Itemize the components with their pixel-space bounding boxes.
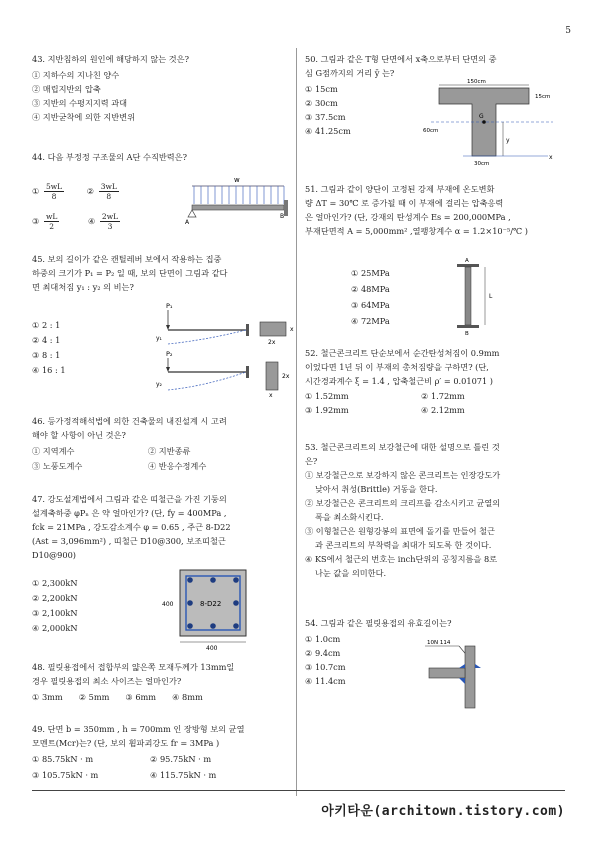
q50-option-4[interactable]: ④ 41.25cm [305, 126, 351, 136]
q48-option-3[interactable]: ③ 6mm [125, 692, 157, 702]
q47-dim-horizontal: 400 [206, 645, 218, 652]
q47-column-section-figure [162, 566, 258, 652]
q50-stem-line-2: 심 G점까지의 거리 ȳ 는? [305, 68, 395, 78]
q54-stem: 54. 그림과 같은 필릿용접의 유효길이는? [305, 618, 452, 628]
q52-stem-line-3: 시간경과계수 ξ = 1.4 , 압축철근비 ρ′ = 0.01071 ) [305, 376, 494, 386]
q44-label-a: A [185, 219, 190, 226]
q53-option-4-cont: 나눈 값을 의미한다. [315, 568, 387, 578]
q51-stem-line-4: 부재단면적 A = 5,000mm² ,열팽창계수 α = 1.2×10⁻⁵/℃ ) [305, 226, 528, 236]
q45-label-p1: P₁ [166, 302, 173, 310]
q45-option-1[interactable]: ① 2 : 1 [32, 320, 61, 330]
q44-option-2-value: $\frac{3wL}{8}$ [100, 182, 117, 201]
q45-option-2[interactable]: ② 4 : 1 [32, 335, 61, 345]
q44-option-1-mark: ① [32, 185, 40, 196]
q51-member [465, 267, 471, 325]
q50-dim-flange: 15cm [535, 94, 551, 100]
q50-dim-top: 150cm [467, 79, 486, 85]
q53-stem-line-2: 은? [305, 456, 318, 466]
question-49 [32, 722, 290, 782]
question-43 [32, 52, 290, 124]
q47-stem-line-3: fck = 21MPa , 강도감소계수 φ = 0.65 , 주근 8-D22 [32, 522, 231, 532]
q45-section-2 [266, 362, 278, 390]
q48-option-1[interactable]: ① 3mm [32, 692, 63, 702]
q47-option-3[interactable]: ③ 2,100kN [32, 608, 78, 618]
svg-text:x: x [290, 326, 294, 333]
q43-option-2[interactable]: ② 매립지반의 압축 [32, 84, 101, 94]
q47-stem-line-4: (Ast = 3,096mm²) , 띠철근 D10@300, 보조띠철근 [32, 536, 226, 546]
q44-beam [192, 205, 284, 210]
q47-stem-line-1: 47. 강도설계법에서 그림과 같은 띠철근을 가진 기둥의 [32, 494, 227, 504]
q47-stem-line-2: 설계축하중 φPₙ 은 약 얼마인가? (단, fy = 400MPa , [32, 508, 227, 518]
q48-stem-line-1: 48. 필릿용접에서 접합부의 얇은쪽 모재두께가 13mm일 [32, 662, 235, 672]
q54-option-1[interactable]: ① 1.0cm [305, 634, 341, 644]
q44-option-2-mark: ② [86, 185, 95, 196]
q54-option-2[interactable]: ② 9.4cm [305, 648, 341, 658]
q52-option-3[interactable]: ③ 1.92mm [305, 405, 349, 415]
q54-plate-horizontal [429, 668, 465, 678]
q45-section-1 [260, 322, 286, 336]
footer-rule [32, 790, 565, 791]
q50-label-g: G [479, 113, 484, 120]
q52-option-4[interactable]: ④ 2.12mm [421, 405, 465, 415]
q44-option-1[interactable] [32, 182, 69, 201]
q49-option-2[interactable]: ② 95.75kN · m [150, 754, 212, 764]
q44-label-b: B [280, 213, 285, 220]
q49-stem-line-2: 모멘트(Mcr)는? (단, 보의 휨파괴강도 fr = 3MPa ) [32, 738, 220, 748]
q51-stem-line-3: 은 얼마인가? (단, 강재의 탄성계수 Es = 200,000MPa , [305, 212, 511, 222]
q44-option-1-value: $\frac{5wL}{8}$ [45, 182, 63, 201]
q53-option-3[interactable]: ③ 이형철근은 원형강봉의 표면에 돌기를 만들어 철근 [305, 526, 495, 536]
q51-label-b: B [465, 331, 469, 337]
q43-option-3[interactable]: ③ 지반의 수평지지력 과대 [32, 98, 128, 108]
q46-option-4[interactable]: ④ 반응수정계수 [148, 461, 207, 471]
svg-text:2x: 2x [282, 373, 290, 380]
q50-label-ybar: y [506, 137, 510, 144]
q47-option-4[interactable]: ④ 2,000kN [32, 623, 78, 633]
q54-fillet-weld-figure [415, 636, 505, 716]
question-46 [32, 414, 290, 473]
q44-load-label: w [234, 176, 240, 184]
q51-option-3[interactable]: ③ 64MPa [351, 300, 390, 310]
question-47 [32, 492, 290, 652]
question-53 [305, 440, 567, 580]
q45-label-y2: y₂ [156, 381, 162, 388]
q51-option-1[interactable]: ① 25MPa [351, 268, 390, 278]
question-51 [305, 182, 567, 337]
q43-option-4[interactable]: ④ 지반굳착에 의한 지반변위 [32, 112, 135, 122]
q47-option-1[interactable]: ① 2,300kN [32, 578, 78, 588]
q50-label-x: x [549, 154, 553, 161]
svg-text:2x: 2x [268, 339, 276, 346]
q45-label-p2: P₂ [166, 350, 173, 358]
q44-option-3-mark: ③ [32, 215, 40, 226]
q45-stem-line-1: 45. 보의 길이가 같은 캔틸레버 보에서 작용하는 집중 [32, 254, 222, 264]
page-number: 5 [565, 26, 571, 36]
q45-label-y1: y₁ [156, 335, 162, 342]
q50-centroid [482, 120, 486, 124]
q52-option-2[interactable]: ② 1.72mm [421, 391, 465, 401]
question-54 [305, 616, 567, 688]
q50-dim-web: 60cm [423, 128, 439, 134]
q44-beam-figure [154, 174, 289, 230]
q52-stem-line-1: 52. 철근콘크리트 단순보에서 순간탄성처짐이 0.9mm [305, 348, 500, 358]
q45-stem-line-3: 면 최대처짐 y₁ : y₂ 의 비는? [32, 282, 134, 292]
q53-stem-line-1: 53. 철근콘크리트의 보강철근에 대한 설명으로 틀린 것 [305, 442, 500, 452]
question-45 [32, 252, 294, 399]
q43-option-1[interactable]: ① 지하수의 지나친 양수 [32, 70, 120, 80]
q50-t-section-figure [423, 76, 563, 166]
q50-option-1[interactable]: ① 15cm [305, 84, 338, 94]
q46-option-2[interactable]: ② 지반종류 [148, 446, 191, 456]
q44-support-a [188, 210, 196, 217]
question-52 [305, 346, 567, 417]
q44-support-b [284, 200, 288, 216]
q45-option-4[interactable]: ④ 16 : 1 [32, 365, 66, 375]
q51-stem-line-1: 51. 그림과 같이 양단이 고정된 강제 부재에 온도변화 [305, 184, 495, 194]
q51-stem-line-2: 량 ΔT = 30℃ 로 증가될 때 이 부재에 걸리는 압축응력 [305, 198, 504, 208]
q44-option-3[interactable] [32, 212, 64, 231]
q50-option-2[interactable]: ② 30cm [305, 98, 338, 108]
column-divider [296, 48, 297, 796]
q53-option-3-cont: 과 콘크리트의 부착력을 최대가 되도록 한 것이다. [315, 540, 492, 550]
q46-option-1[interactable]: ① 지역계수 [32, 446, 75, 456]
question-50 [305, 52, 567, 167]
q53-option-1[interactable]: ① 보강철근으로 보강하지 않은 콘크리트는 인장강도가 [305, 470, 501, 480]
q54-option-4[interactable]: ④ 11.4cm [305, 676, 346, 686]
svg-text:x: x [269, 392, 273, 399]
q44-option-4-mark: ④ [87, 215, 96, 226]
q46-stem-line-2: 해야 할 사항이 아닌 것은? [32, 430, 126, 440]
q54-weld-symbol-label: 10N 114 [427, 640, 451, 646]
q49-option-4[interactable]: ④ 115.75kN · m [150, 770, 217, 780]
q53-option-1-cont: 낮아서 취성(Brittle) 거동을 한다. [315, 484, 438, 494]
q52-stem-line-2: 이었다면 1년 뒤 이 부재의 총처짐량을 구하면? (단, [305, 362, 489, 372]
q50-dim-bottom: 30cm [474, 161, 490, 167]
q44-option-3-value: $\frac{wL}{2}$ [45, 212, 58, 231]
q45-cantilever-figure [126, 300, 294, 399]
q50-option-3[interactable]: ③ 37.5cm [305, 112, 346, 122]
q51-option-2[interactable]: ② 48MPa [351, 284, 390, 294]
q47-rebar-label: 8-D22 [200, 600, 222, 608]
q53-option-2[interactable]: ② 보강철근은 콘크리트의 크리프를 감소시키고 균열의 [305, 498, 501, 508]
q44-stem: 44. 다음 부정정 구조물의 A단 수직반력은? [32, 152, 187, 162]
q51-label-l: L [489, 293, 493, 300]
q44-option-2[interactable] [86, 182, 121, 201]
q48-option-2[interactable]: ② 5mm [78, 692, 110, 702]
q54-plate-vertical [465, 646, 475, 708]
q44-option-4[interactable] [87, 212, 122, 231]
q51-label-a: A [465, 258, 469, 264]
q52-option-1[interactable]: ① 1.52mm [305, 391, 349, 401]
q49-option-3[interactable]: ③ 105.75kN · m [32, 770, 99, 780]
footer-site-credit: 아키타운(architown.tistory.com) [321, 804, 565, 819]
q44-option-4-value: $\frac{2wL}{3}$ [101, 212, 119, 231]
q44-distributed-load [194, 186, 284, 204]
q48-option-4[interactable]: ④ 8mm [172, 692, 203, 702]
q46-option-3[interactable]: ③ 노풍도계수 [32, 461, 83, 471]
q45-option-3[interactable]: ③ 8 : 1 [32, 350, 61, 360]
question-44 [32, 150, 290, 231]
q47-option-2[interactable]: ② 2,200kN [32, 593, 78, 603]
q53-option-2-cont: 폭을 최소화시킨다. [315, 512, 384, 522]
q54-option-3[interactable]: ③ 10.7cm [305, 662, 346, 672]
q47-dim-vertical: 400 [162, 601, 174, 608]
q50-stem-line-1: 50. 그림과 같은 T형 단면에서 x축으로부터 단면의 중 [305, 54, 497, 64]
q53-option-4[interactable]: ④ KS에서 철근의 번호는 inch단위의 공칭지름을 8로 [305, 554, 498, 564]
q46-stem-line-1: 46. 등가정적해석법에 의한 건축물의 내진설계 시 고려 [32, 416, 227, 426]
q51-member-figure [453, 256, 503, 336]
q51-option-4[interactable]: ④ 72MPa [351, 316, 390, 326]
q49-stem-line-1: 49. 단면 b = 350mm , h = 700mm 인 장방형 보의 균열 [32, 724, 245, 734]
q45-stem-line-2: 하중의 크기가 P₁ = P₂ 일 때, 보의 단면이 그림과 같다 [32, 268, 228, 278]
question-48 [32, 660, 290, 704]
q49-option-1[interactable]: ① 85.75kN · m [32, 754, 94, 764]
q47-stem-line-5: D10@900) [32, 550, 76, 560]
q48-stem-line-2: 경우 필릿용접의 최소 사이즈는 얼마인가? [32, 676, 182, 686]
q43-stem: 43. 지반침하의 원인에 해당하지 않는 것은? [32, 54, 189, 64]
